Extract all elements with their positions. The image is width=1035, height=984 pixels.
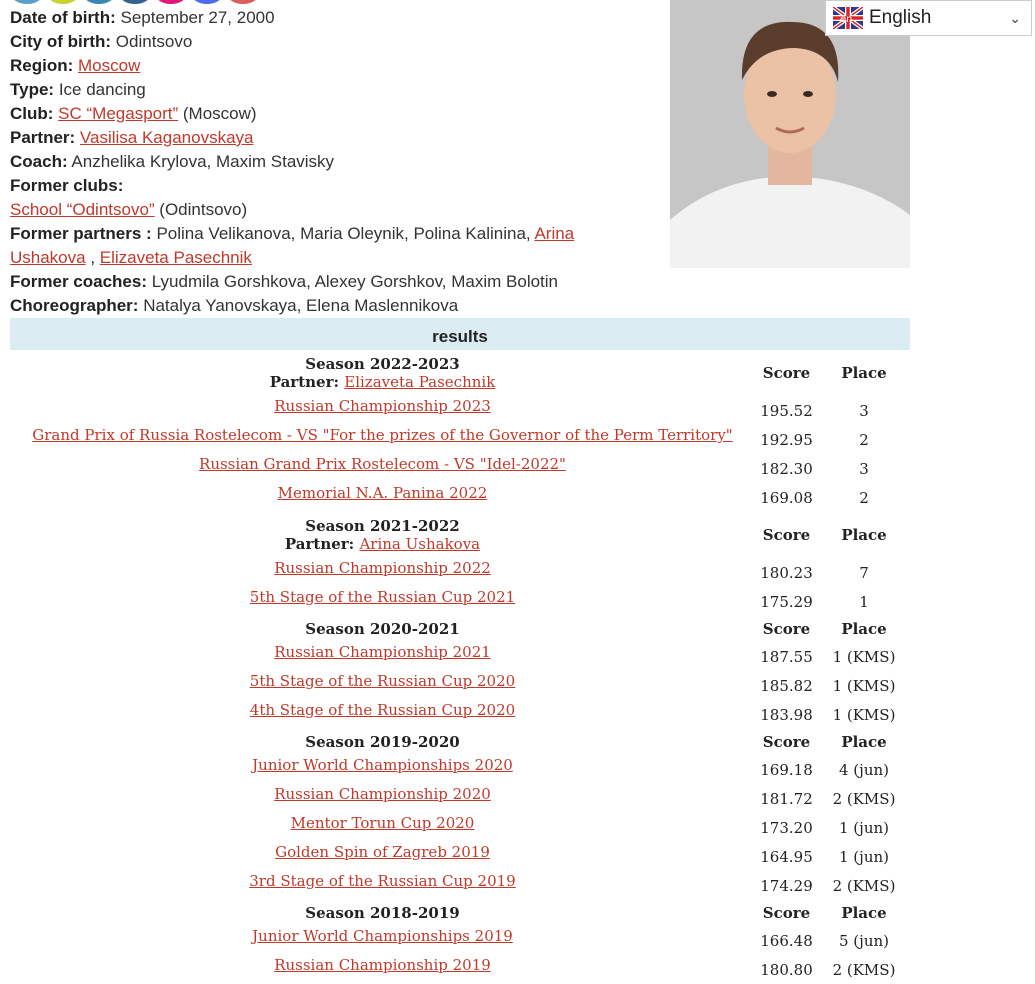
event-link[interactable]: Russian Championship 2021 — [274, 643, 491, 661]
result-row — [10, 755, 910, 784]
event-cell — [10, 955, 755, 984]
score-column-header: Score — [762, 620, 811, 638]
event-place: 4 (jun) — [839, 760, 889, 779]
season-partner-label: Partner: — [269, 373, 340, 391]
result-row — [10, 558, 910, 587]
event-cell — [10, 784, 755, 813]
event-score: 174.29 — [760, 876, 813, 895]
result-row — [10, 454, 910, 483]
event-place: 1 (KMS) — [832, 676, 896, 695]
event-link[interactable]: Junior World Championships 2020 — [252, 756, 513, 774]
event-place: 2 — [859, 488, 869, 507]
event-place: 2 (KMS) — [832, 960, 896, 979]
former-partner-link-1[interactable]: Arina Ushakova — [10, 224, 575, 267]
event-score: 166.48 — [760, 931, 813, 950]
season-title: Season 2020-2021 — [305, 620, 460, 638]
event-link[interactable]: Russian Championship 2022 — [274, 559, 491, 577]
score-column-header: Score — [762, 733, 811, 751]
coach-value: Anzhelika Krylova, Maxim Stavisky — [71, 152, 335, 171]
former-coaches-row: Former coaches: Lyudmila Gorshkova, Alexey Gorshkov, Maxim Bolotin — [10, 272, 559, 291]
season-title-cell — [10, 729, 755, 755]
mail-icon[interactable] — [228, 0, 258, 4]
result-row — [10, 955, 910, 984]
event-score: 195.52 — [760, 401, 813, 420]
former-clubs-row: Former clubs: — [10, 176, 124, 195]
athlete-photo — [670, 0, 910, 268]
result-row — [10, 396, 910, 425]
chevron-down-icon: ⌄ — [1009, 9, 1021, 26]
event-score: 192.95 — [760, 430, 813, 449]
event-link[interactable]: Grand Prix of Russia Rostelecom - VS "For the prizes of the Governor of the Perm Territory" — [32, 426, 733, 444]
former-partners-row: Former partners : Polina Velikanova, Maria Oleynik, Polina Kalinina, Arina Ushakova , Elizaveta Pasechnik — [10, 224, 575, 267]
season-title-cell — [10, 616, 755, 642]
result-row — [10, 784, 910, 813]
event-place: 2 (KMS) — [832, 789, 896, 808]
former-partners-value: Polina Velikanova, Maria Oleynik, Polina Kalinina, — [156, 224, 531, 243]
event-score: 180.80 — [760, 960, 813, 979]
event-link[interactable]: Memorial N.A. Panina 2022 — [277, 484, 488, 502]
result-row — [10, 813, 910, 842]
event-cell — [10, 587, 755, 616]
result-row — [10, 842, 910, 871]
event-place: 5 (jun) — [839, 931, 889, 950]
event-score: 187.55 — [760, 647, 813, 666]
event-place: 7 — [859, 563, 869, 582]
former-club-link[interactable]: School “Odintsovo” — [10, 200, 155, 219]
season-title: Season 2022-2023 — [305, 355, 460, 373]
event-score: 164.95 — [760, 847, 813, 866]
season-partner — [10, 373, 755, 391]
event-place: 2 — [859, 430, 869, 449]
event-cell — [10, 813, 755, 842]
club-row: Club: SC “Megasport” (Moscow) — [10, 104, 257, 123]
messenger-icon[interactable] — [192, 0, 222, 4]
season-partner-link[interactable]: Elizaveta Pasechnik — [344, 373, 496, 391]
event-link[interactable]: Russian Championship 2020 — [274, 785, 491, 803]
season-title-cell — [10, 350, 755, 396]
event-score: 169.08 — [760, 488, 813, 507]
result-row — [10, 671, 910, 700]
event-cell — [10, 396, 755, 425]
event-link[interactable]: 5th Stage of the Russian Cup 2021 — [249, 588, 516, 606]
place-column-header: Place — [841, 733, 887, 751]
event-place: 2 (KMS) — [832, 876, 896, 895]
season-title-cell — [10, 512, 755, 558]
score-column-header: Score — [762, 904, 811, 922]
score-column-header: Score — [762, 364, 811, 382]
event-place: 1 (jun) — [839, 847, 889, 866]
result-row — [10, 483, 910, 512]
partner-link[interactable]: Vasilisa Kaganovskaya — [79, 128, 254, 147]
season-title-cell — [10, 900, 755, 926]
event-score: 182.30 — [760, 459, 813, 478]
choreographer-value: Natalya Yanovskaya, Elena Maslennikova — [143, 296, 459, 315]
result-row — [10, 587, 910, 616]
season-header-row — [10, 900, 910, 926]
club-link[interactable]: SC “Megasport” — [58, 104, 179, 123]
city-value: Odintsovo — [115, 32, 193, 51]
season-partner-link[interactable]: Arina Ushakova — [359, 535, 481, 553]
event-place: 1 (KMS) — [832, 705, 896, 724]
results-table — [10, 350, 910, 984]
event-link[interactable]: 4th Stage of the Russian Cup 2020 — [249, 701, 516, 719]
event-score: 173.20 — [760, 818, 813, 837]
event-score: 169.18 — [760, 760, 813, 779]
season-header-row — [10, 512, 910, 558]
club-city: (Moscow) — [182, 104, 257, 123]
facebook-icon[interactable] — [120, 0, 150, 4]
event-place: 1 — [859, 592, 869, 611]
results-header — [10, 318, 910, 350]
place-column-header: Place — [841, 526, 887, 544]
event-cell — [10, 842, 755, 871]
type-value: Ice dancing — [58, 80, 146, 99]
event-cell — [10, 671, 755, 700]
dob-row: Date of birth: September 27, 2000 — [10, 8, 275, 27]
place-column-header: Place — [841, 364, 887, 382]
choreographer-row: Choreographer: Natalya Yanovskaya, Elena Maslennikova — [10, 296, 459, 315]
season-header-row — [10, 616, 910, 642]
event-link[interactable]: Junior World Championships 2019 — [252, 927, 513, 945]
event-cell — [10, 871, 755, 900]
event-score: 175.29 — [760, 592, 813, 611]
vk-icon[interactable] — [48, 0, 78, 4]
result-row — [10, 425, 910, 454]
event-link[interactable]: 3rd Stage of the Russian Cup 2019 — [249, 872, 516, 890]
former-partner-separator: , — [85, 248, 100, 267]
athlete-portrait — [670, 0, 910, 268]
partner-row: Partner: Vasilisa Kaganovskaya — [10, 128, 254, 147]
region-row: Region: Moscow — [10, 56, 141, 75]
event-link[interactable]: Mentor Torun Cup 2020 — [290, 814, 475, 832]
event-cell — [10, 558, 755, 587]
event-cell — [10, 642, 755, 671]
result-row — [10, 926, 910, 955]
language-selector[interactable] — [825, 0, 1032, 36]
season-title: Season 2021-2022 — [305, 517, 460, 535]
season-title: Season 2019-2020 — [305, 733, 460, 751]
season-title: Season 2018-2019 — [305, 904, 460, 922]
season-header-row — [10, 729, 910, 755]
season-partner — [10, 535, 755, 553]
event-link[interactable]: Russian Championship 2023 — [274, 397, 491, 415]
odnoklassniki-icon[interactable] — [156, 0, 186, 4]
event-place: 3 — [859, 459, 869, 478]
event-link[interactable]: Russian Championship 2019 — [274, 956, 491, 974]
event-score: 183.98 — [760, 705, 813, 724]
season-header-row — [10, 350, 910, 396]
event-cell — [10, 454, 755, 483]
former-coaches-value: Lyudmila Gorshkova, Alexey Gorshkov, Maxim Bolotin — [151, 272, 559, 291]
event-link[interactable]: Russian Grand Prix Rostelecom - VS "Idel-2022" — [199, 455, 566, 473]
former-club-city: (Odintsovo) — [154, 200, 248, 219]
place-column-header: Place — [841, 620, 887, 638]
dob-value: September 27, 2000 — [120, 8, 275, 27]
result-row — [10, 642, 910, 671]
score-column-header: Score — [762, 526, 811, 544]
event-cell — [10, 483, 755, 512]
city-row: City of birth: Odintsovo — [10, 32, 193, 51]
result-row — [10, 700, 910, 729]
event-cell — [10, 700, 755, 729]
region-link[interactable]: Moscow — [78, 56, 141, 75]
uk-flag-icon — [833, 7, 863, 29]
twitter-icon[interactable] — [84, 0, 114, 4]
event-link[interactable]: Golden Spin of Zagreb 2019 — [275, 843, 490, 861]
event-link[interactable]: 5th Stage of the Russian Cup 2020 — [249, 672, 516, 690]
event-place: 1 (KMS) — [832, 647, 896, 666]
event-place: 1 (jun) — [839, 818, 889, 837]
event-score: 185.82 — [760, 676, 813, 695]
former-partner-link-2[interactable]: Elizaveta Pasechnik — [99, 248, 252, 267]
season-partner-label: Partner: — [284, 535, 355, 553]
language-label: English — [869, 7, 932, 28]
globe-icon[interactable] — [12, 0, 42, 4]
coach-row: Coach: Anzhelika Krylova, Maxim Stavisky — [10, 152, 335, 171]
event-cell — [10, 926, 755, 955]
athlete-info — [10, 6, 590, 318]
language-code: en — [840, 14, 853, 25]
event-score: 181.72 — [760, 789, 813, 808]
event-cell — [10, 755, 755, 784]
result-row — [10, 871, 910, 900]
place-column-header: Place — [841, 904, 887, 922]
social-share-icons — [12, 0, 258, 4]
type-row: Type: Ice dancing — [10, 80, 146, 99]
event-place: 3 — [859, 401, 869, 420]
former-club-row — [10, 198, 590, 222]
event-cell — [10, 425, 755, 454]
event-score: 180.23 — [760, 563, 813, 582]
results-title: results — [432, 327, 488, 346]
